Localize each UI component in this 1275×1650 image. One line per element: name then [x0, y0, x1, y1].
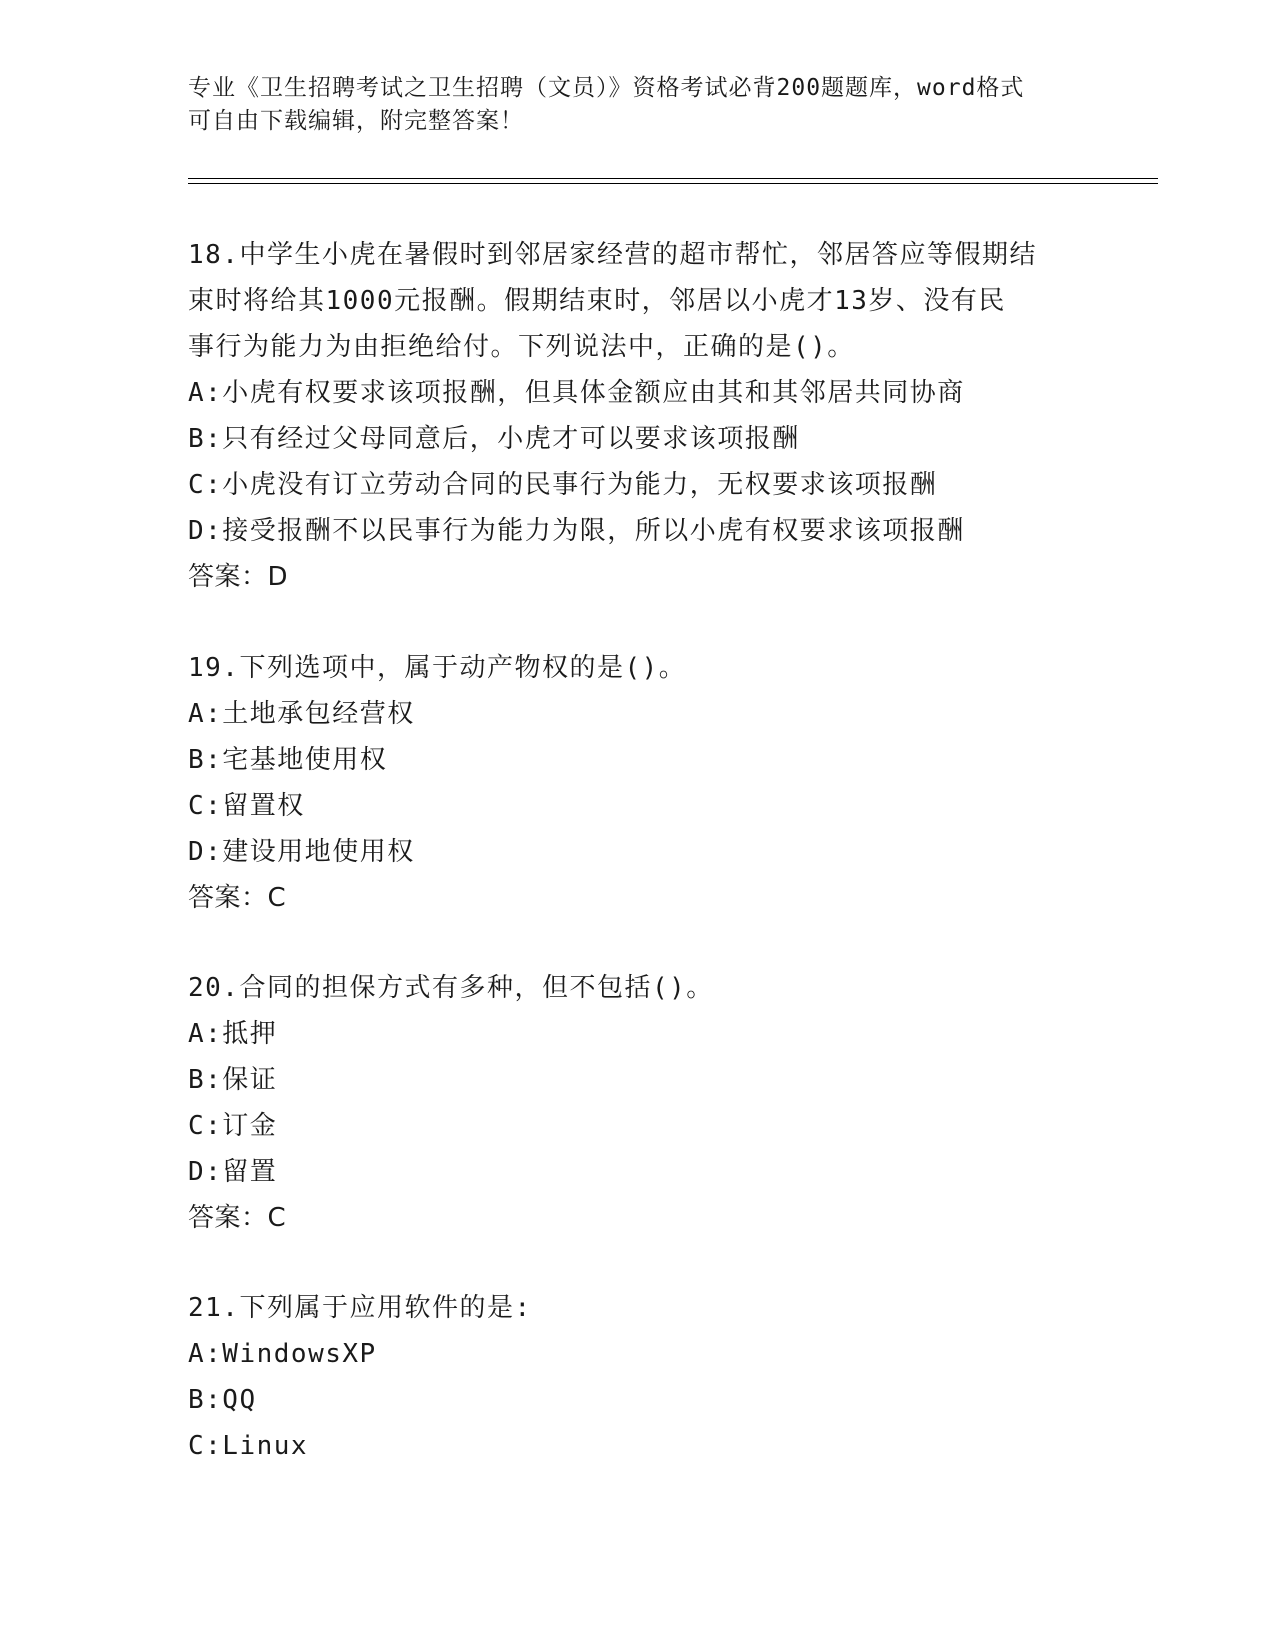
option-a: A:WindowsXP	[188, 1339, 377, 1369]
option-a: A:土地承包经营权	[188, 699, 415, 729]
question-stem-line: 束时将给其1000元报酬。假期结束时，邻居以小虎才13岁、没有民	[188, 286, 1006, 316]
answer-label: 答案：C	[188, 1203, 287, 1233]
option-c: C:留置权	[188, 791, 305, 821]
question-stem-line: 21.下列属于应用软件的是:	[188, 1293, 532, 1323]
header-divider-top	[188, 178, 1158, 179]
header-divider-bottom	[188, 183, 1158, 184]
option-d: D:接受报酬不以民事行为能力为限，所以小虎有权要求该项报酬	[188, 516, 965, 546]
question-stem-line: 事行为能力为由拒绝给付。下列说法中，正确的是()。	[188, 332, 855, 362]
option-c: C:小虎没有订立劳动合同的民事行为能力，无权要求该项报酬	[188, 470, 938, 500]
option-a: A:小虎有权要求该项报酬，但具体金额应由其和其邻居共同协商	[188, 378, 965, 408]
question-21	[188, 1285, 1088, 1469]
question-stem-line: 20.合同的担保方式有多种，但不包括()。	[188, 973, 714, 1003]
option-c: C:Linux	[188, 1431, 309, 1461]
option-d: D:建设用地使用权	[188, 837, 415, 867]
option-b: B:QQ	[188, 1385, 257, 1415]
option-b: B:只有经过父母同意后，小虎才可以要求该项报酬	[188, 424, 800, 454]
question-18	[188, 232, 1088, 600]
header-line-1: 专业《卫生招聘考试之卫生招聘（文员）》资格考试必背200题题库，word格式	[188, 75, 1025, 101]
option-b: B:保证	[188, 1065, 278, 1095]
question-20	[188, 965, 1088, 1241]
document-header	[188, 72, 1088, 138]
question-19	[188, 645, 1088, 921]
option-b: B:宅基地使用权	[188, 745, 388, 775]
option-d: D:留置	[188, 1157, 278, 1187]
answer-label: 答案：D	[188, 562, 289, 592]
question-stem-line: 18.中学生小虎在暑假时到邻居家经营的超市帮忙，邻居答应等假期结	[188, 240, 1037, 270]
question-stem-line: 19.下列选项中，属于动产物权的是()。	[188, 653, 687, 683]
option-a: A:抵押	[188, 1019, 278, 1049]
option-c: C:订金	[188, 1111, 278, 1141]
answer-label: 答案：C	[188, 883, 287, 913]
header-line-2: 可自由下载编辑，附完整答案！	[188, 108, 524, 134]
